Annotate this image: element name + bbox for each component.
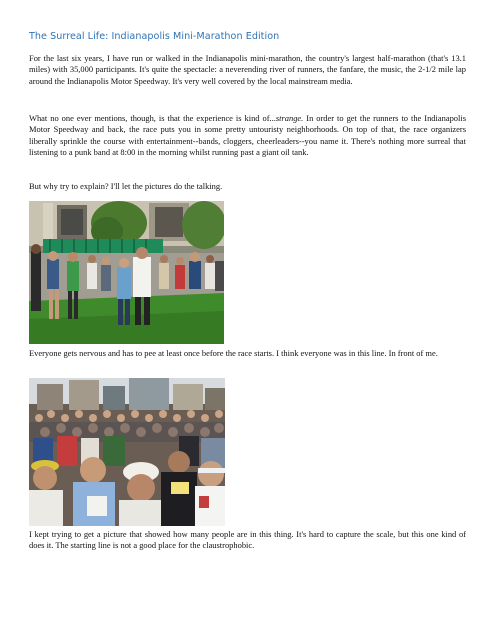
paragraph-strange-start: What no one ever mentions, though, is that the experience is kind of... xyxy=(29,113,276,123)
paragraph-intro: For the last six years, I have run or walked in the Indianapolis mini-marathon, the country's largest half-marathon (that's 13.1 miles) with 35,000 participants. It's quite the spectacle: a neverending river of runners, the fanfare, the music, the 2-1/2 mile lap around the Indianapolis Motor Speedway. It's very well covered by the local mainstream media. xyxy=(29,53,466,86)
paragraph-pictures: But why try to explain? I'll let the pictures do the talking. xyxy=(29,181,223,191)
photo-portapotty-line xyxy=(29,201,224,344)
paragraph-strange-emphasis: strange. xyxy=(275,113,304,123)
paragraph-strange-end: In order to get the runners to the Indianapolis Motor Speedway and back, the race puts you in some pretty untouristy neighborhoods. On top of that, the race organizers liberally sprinkle the course with entertainment--bands, cloggers, cheerleaders--you name it. There's nothing more surreal that listening to a punk band at 8:00 in the morning whilst running past a giant oil tank. xyxy=(29,113,466,158)
photo-starting-line-crowd xyxy=(29,378,225,526)
caption-portapotty: Everyone gets nervous and has to pee at least once before the race starts. I think everyone was in this line. In front of me. xyxy=(29,348,438,358)
photo-starting-line-crowd-image xyxy=(29,378,225,526)
paragraph-strange xyxy=(29,113,466,159)
document-title: The Surreal Life: Indianapolis Mini-Marathon Edition xyxy=(29,31,280,42)
photo-portapotty-line-image xyxy=(29,201,224,344)
caption-starting-line: I kept trying to get a picture that showed how many people are in this thing. It's hard to capture the scale, but this one kind of does it. The starting line is not a good place for the claustrophobic. xyxy=(29,529,466,551)
